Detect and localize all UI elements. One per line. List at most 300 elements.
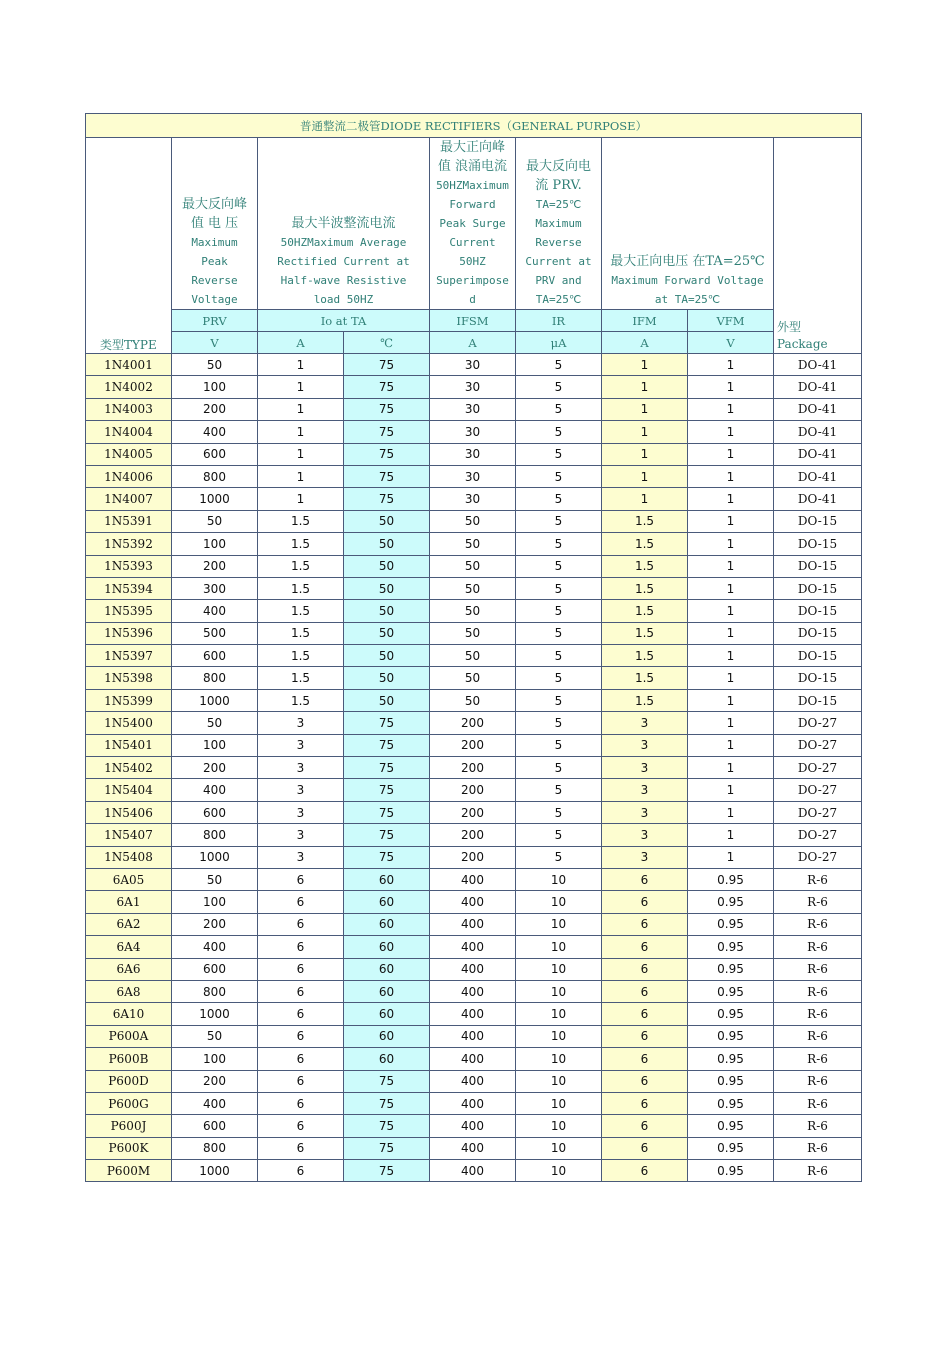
cell-ifm: 1.5 (602, 510, 688, 532)
cell-type: 1N5402 (86, 757, 172, 779)
cell-pkg: R-6 (774, 958, 862, 980)
cell-ta: 75 (344, 465, 430, 487)
cell-vfm: 1 (688, 779, 774, 801)
cell-io: 6 (258, 1003, 344, 1025)
cell-ta: 75 (344, 757, 430, 779)
cell-type: 1N4004 (86, 421, 172, 443)
cell-type: 1N4007 (86, 488, 172, 510)
cell-vfm: 1 (688, 555, 774, 577)
cell-ifm: 1.5 (602, 667, 688, 689)
cell-vfm: 0.95 (688, 913, 774, 935)
cell-type: 1N5401 (86, 734, 172, 756)
cell-ta: 75 (344, 1137, 430, 1159)
cell-type: 1N4005 (86, 443, 172, 465)
cell-ifsm: 200 (430, 824, 516, 846)
cell-io: 1.5 (258, 533, 344, 555)
cell-ifm: 3 (602, 757, 688, 779)
cell-type: 6A8 (86, 980, 172, 1002)
cell-type: 1N5408 (86, 846, 172, 868)
cell-pkg: R-6 (774, 891, 862, 913)
cell-vfm: 1 (688, 667, 774, 689)
cell-ifm: 1.5 (602, 533, 688, 555)
cell-pkg: R-6 (774, 1137, 862, 1159)
cell-vfm: 1 (688, 824, 774, 846)
table-row (86, 622, 862, 644)
cell-ir: 5 (516, 555, 602, 577)
cell-ifm: 1 (602, 488, 688, 510)
cell-prv: 100 (172, 1048, 258, 1070)
cell-ifsm: 30 (430, 376, 516, 398)
cell-prv: 1000 (172, 846, 258, 868)
cell-pkg: DO-41 (774, 421, 862, 443)
cell-pkg: R-6 (774, 1115, 862, 1137)
cell-prv: 200 (172, 555, 258, 577)
table-row (86, 936, 862, 958)
cell-ir: 5 (516, 533, 602, 555)
vfm-symbol: VFM (688, 310, 774, 332)
cell-vfm: 0.95 (688, 1025, 774, 1047)
cell-ta: 75 (344, 398, 430, 420)
cell-pkg: DO-41 (774, 465, 862, 487)
cell-type: 1N4001 (86, 354, 172, 376)
cell-ifm: 1.5 (602, 555, 688, 577)
cell-io: 6 (258, 1092, 344, 1114)
cell-ifm: 1 (602, 376, 688, 398)
cell-ta: 50 (344, 510, 430, 532)
cell-prv: 300 (172, 577, 258, 599)
cell-vfm: 1 (688, 622, 774, 644)
table-row (86, 1025, 862, 1047)
cell-ifsm: 50 (430, 510, 516, 532)
cell-vfm: 1 (688, 734, 774, 756)
cell-io: 1.5 (258, 689, 344, 711)
cell-ifsm: 200 (430, 846, 516, 868)
cell-prv: 200 (172, 398, 258, 420)
cell-ir: 5 (516, 645, 602, 667)
table-row (86, 846, 862, 868)
cell-pkg: DO-41 (774, 398, 862, 420)
package-column-header: 外型 Package (774, 138, 862, 354)
cell-ifsm: 400 (430, 1137, 516, 1159)
cell-ir: 10 (516, 1048, 602, 1070)
cell-ifsm: 30 (430, 465, 516, 487)
cell-prv: 100 (172, 891, 258, 913)
cell-ta: 50 (344, 667, 430, 689)
cell-io: 1 (258, 443, 344, 465)
cell-vfm: 0.95 (688, 1092, 774, 1114)
table-row (86, 980, 862, 1002)
cell-ta: 60 (344, 1003, 430, 1025)
cell-ifm: 1.5 (602, 689, 688, 711)
cell-io: 1.5 (258, 510, 344, 532)
cell-type: P600D (86, 1070, 172, 1092)
cell-io: 1.5 (258, 645, 344, 667)
cell-pkg: DO-15 (774, 600, 862, 622)
cell-ifsm: 50 (430, 577, 516, 599)
cell-ifm: 1 (602, 421, 688, 443)
cell-ifm: 1 (602, 354, 688, 376)
cell-pkg: R-6 (774, 1025, 862, 1047)
cell-prv: 400 (172, 779, 258, 801)
cell-prv: 50 (172, 354, 258, 376)
cell-io: 3 (258, 801, 344, 823)
cell-type: 6A05 (86, 868, 172, 890)
cell-ir: 5 (516, 398, 602, 420)
cell-ifm: 6 (602, 1137, 688, 1159)
cell-ir: 5 (516, 779, 602, 801)
cell-vfm: 1 (688, 846, 774, 868)
table-row (86, 443, 862, 465)
cell-ir: 5 (516, 824, 602, 846)
table-title: 普通整流二极管DIODE RECTIFIERS（GENERAL PURPOSE） (86, 114, 862, 138)
cell-prv: 800 (172, 1137, 258, 1159)
cell-type: 1N5396 (86, 622, 172, 644)
cell-ir: 10 (516, 891, 602, 913)
cell-io: 1 (258, 376, 344, 398)
table-row (86, 757, 862, 779)
cell-io: 1 (258, 465, 344, 487)
cell-vfm: 1 (688, 600, 774, 622)
cell-vfm: 1 (688, 421, 774, 443)
cell-vfm: 0.95 (688, 1048, 774, 1070)
cell-type: 6A10 (86, 1003, 172, 1025)
cell-pkg: DO-27 (774, 712, 862, 734)
cell-ta: 50 (344, 555, 430, 577)
cell-ta: 75 (344, 734, 430, 756)
cell-prv: 50 (172, 868, 258, 890)
cell-type: 1N5400 (86, 712, 172, 734)
cell-type: 1N5406 (86, 801, 172, 823)
cell-ta: 50 (344, 600, 430, 622)
cell-type: 1N5397 (86, 645, 172, 667)
cell-vfm: 1 (688, 712, 774, 734)
cell-vfm: 1 (688, 376, 774, 398)
table-row (86, 868, 862, 890)
cell-vfm: 1 (688, 645, 774, 667)
cell-type: P600G (86, 1092, 172, 1114)
cell-ifm: 3 (602, 779, 688, 801)
cell-pkg: DO-41 (774, 354, 862, 376)
cell-io: 6 (258, 868, 344, 890)
cell-ir: 5 (516, 801, 602, 823)
table-row (86, 465, 862, 487)
cell-vfm: 1 (688, 533, 774, 555)
cell-vfm: 0.95 (688, 1003, 774, 1025)
cell-ifm: 6 (602, 1025, 688, 1047)
table-row (86, 1137, 862, 1159)
prv-symbol: PRV (172, 310, 258, 332)
cell-prv: 800 (172, 980, 258, 1002)
table-row (86, 577, 862, 599)
cell-ifsm: 400 (430, 1115, 516, 1137)
cell-io: 6 (258, 958, 344, 980)
cell-prv: 400 (172, 421, 258, 443)
cell-ifsm: 50 (430, 555, 516, 577)
cell-ir: 10 (516, 980, 602, 1002)
cell-io: 3 (258, 712, 344, 734)
cell-ifm: 6 (602, 913, 688, 935)
cell-type: 6A2 (86, 913, 172, 935)
cell-type: 1N4003 (86, 398, 172, 420)
cell-pkg: R-6 (774, 868, 862, 890)
cell-ta: 75 (344, 376, 430, 398)
cell-pkg: R-6 (774, 1070, 862, 1092)
cell-ifm: 6 (602, 868, 688, 890)
cell-ifm: 3 (602, 824, 688, 846)
table-row (86, 1160, 862, 1182)
cell-ir: 5 (516, 421, 602, 443)
type-column-header: 类型TYPE (86, 138, 172, 354)
table-row (86, 891, 862, 913)
cell-ta: 75 (344, 846, 430, 868)
io-header: 最大半波整流电流 50HZMaximum Average Rectified Current at Half-wave Resistive load 50HZ (258, 138, 430, 310)
cell-vfm: 0.95 (688, 1115, 774, 1137)
cell-ta: 50 (344, 645, 430, 667)
cell-type: 1N4006 (86, 465, 172, 487)
cell-ifsm: 400 (430, 980, 516, 1002)
cell-ta: 60 (344, 891, 430, 913)
table-row (86, 421, 862, 443)
table-row (86, 555, 862, 577)
cell-ta: 75 (344, 1070, 430, 1092)
cell-ifm: 3 (602, 734, 688, 756)
cell-type: P600B (86, 1048, 172, 1070)
cell-ifm: 1.5 (602, 600, 688, 622)
cell-ir: 10 (516, 936, 602, 958)
cell-type: 1N5398 (86, 667, 172, 689)
cell-ta: 75 (344, 801, 430, 823)
table-row (86, 1070, 862, 1092)
cell-io: 3 (258, 757, 344, 779)
cell-vfm: 0.95 (688, 958, 774, 980)
cell-ta: 60 (344, 1048, 430, 1070)
cell-ta: 75 (344, 421, 430, 443)
cell-prv: 50 (172, 510, 258, 532)
cell-type: 1N5407 (86, 824, 172, 846)
cell-ifm: 3 (602, 846, 688, 868)
cell-prv: 1000 (172, 689, 258, 711)
ifm-symbol: IFM (602, 310, 688, 332)
cell-prv: 1000 (172, 488, 258, 510)
cell-ir: 5 (516, 622, 602, 644)
cell-ifsm: 50 (430, 689, 516, 711)
table-row (86, 510, 862, 532)
cell-io: 1.5 (258, 667, 344, 689)
cell-io: 3 (258, 824, 344, 846)
table-row (86, 689, 862, 711)
cell-ir: 10 (516, 1003, 602, 1025)
cell-ifsm: 200 (430, 779, 516, 801)
table-row (86, 958, 862, 980)
cell-type: 1N4002 (86, 376, 172, 398)
cell-ta: 75 (344, 779, 430, 801)
cell-ta: 60 (344, 980, 430, 1002)
cell-prv: 400 (172, 936, 258, 958)
cell-ir: 5 (516, 689, 602, 711)
cell-io: 3 (258, 846, 344, 868)
cell-io: 1 (258, 398, 344, 420)
io-symbol: Io at TA (258, 310, 430, 332)
cell-ir: 10 (516, 1160, 602, 1182)
cell-prv: 100 (172, 533, 258, 555)
cell-vfm: 1 (688, 577, 774, 599)
cell-ifsm: 30 (430, 354, 516, 376)
cell-type: P600M (86, 1160, 172, 1182)
cell-ta: 60 (344, 868, 430, 890)
ifm-unit: A (602, 332, 688, 354)
vfm-unit: V (688, 332, 774, 354)
cell-ifsm: 400 (430, 891, 516, 913)
cell-ifm: 6 (602, 1092, 688, 1114)
cell-ta: 50 (344, 533, 430, 555)
cell-ifsm: 50 (430, 645, 516, 667)
cell-vfm: 1 (688, 465, 774, 487)
cell-ta: 75 (344, 1092, 430, 1114)
cell-prv: 800 (172, 465, 258, 487)
cell-prv: 800 (172, 824, 258, 846)
cell-pkg: R-6 (774, 936, 862, 958)
cell-ifm: 1 (602, 398, 688, 420)
cell-ir: 5 (516, 577, 602, 599)
cell-vfm: 0.95 (688, 1160, 774, 1182)
cell-ifm: 6 (602, 1160, 688, 1182)
cell-io: 1.5 (258, 555, 344, 577)
cell-prv: 600 (172, 645, 258, 667)
cell-pkg: DO-15 (774, 555, 862, 577)
cell-ir: 5 (516, 667, 602, 689)
cell-ta: 60 (344, 913, 430, 935)
cell-vfm: 1 (688, 757, 774, 779)
cell-ta: 75 (344, 488, 430, 510)
table-row (86, 667, 862, 689)
vf-header: 最大正向电压 在TA=25℃ Maximum Forward Voltage at TA=25℃ (602, 138, 774, 310)
table-row (86, 1048, 862, 1070)
cell-ifm: 6 (602, 1003, 688, 1025)
cell-ifm: 1.5 (602, 577, 688, 599)
cell-ifm: 6 (602, 891, 688, 913)
cell-ir: 10 (516, 1092, 602, 1114)
cell-pkg: R-6 (774, 1160, 862, 1182)
cell-pkg: DO-27 (774, 757, 862, 779)
cell-pkg: DO-15 (774, 577, 862, 599)
cell-ta: 50 (344, 577, 430, 599)
cell-io: 1 (258, 488, 344, 510)
cell-ifsm: 400 (430, 1003, 516, 1025)
table-row (86, 354, 862, 376)
ifsm-symbol: IFSM (430, 310, 516, 332)
table-row (86, 801, 862, 823)
cell-type: 6A1 (86, 891, 172, 913)
cell-type: 6A4 (86, 936, 172, 958)
table-row (86, 533, 862, 555)
cell-ifsm: 30 (430, 398, 516, 420)
cell-prv: 200 (172, 913, 258, 935)
table-row (86, 734, 862, 756)
cell-pkg: DO-15 (774, 689, 862, 711)
table-row (86, 913, 862, 935)
cell-pkg: DO-41 (774, 443, 862, 465)
cell-ta: 50 (344, 689, 430, 711)
cell-pkg: DO-41 (774, 376, 862, 398)
cell-ifm: 6 (602, 1048, 688, 1070)
cell-ir: 5 (516, 712, 602, 734)
cell-pkg: DO-27 (774, 734, 862, 756)
cell-type: 6A6 (86, 958, 172, 980)
cell-ifm: 1 (602, 443, 688, 465)
cell-ifsm: 400 (430, 1160, 516, 1182)
cell-ifsm: 200 (430, 734, 516, 756)
diode-rectifier-table (85, 113, 862, 1182)
cell-type: 1N5393 (86, 555, 172, 577)
cell-pkg: DO-27 (774, 824, 862, 846)
cell-ir: 10 (516, 1070, 602, 1092)
table-row (86, 488, 862, 510)
cell-io: 6 (258, 1070, 344, 1092)
cell-ir: 5 (516, 376, 602, 398)
cell-prv: 500 (172, 622, 258, 644)
cell-ir: 5 (516, 510, 602, 532)
cell-ifsm: 50 (430, 600, 516, 622)
cell-ir: 5 (516, 757, 602, 779)
cell-io: 3 (258, 734, 344, 756)
cell-prv: 1000 (172, 1003, 258, 1025)
cell-ir: 10 (516, 1137, 602, 1159)
cell-vfm: 1 (688, 443, 774, 465)
table-row (86, 398, 862, 420)
cell-prv: 50 (172, 712, 258, 734)
cell-io: 3 (258, 779, 344, 801)
cell-vfm: 1 (688, 488, 774, 510)
cell-ifm: 6 (602, 980, 688, 1002)
cell-pkg: DO-27 (774, 779, 862, 801)
cell-pkg: DO-15 (774, 533, 862, 555)
cell-ifm: 3 (602, 801, 688, 823)
prv-unit: V (172, 332, 258, 354)
cell-vfm: 1 (688, 398, 774, 420)
cell-ifsm: 200 (430, 757, 516, 779)
cell-ir: 10 (516, 913, 602, 935)
cell-io: 1.5 (258, 600, 344, 622)
cell-ir: 10 (516, 868, 602, 890)
cell-ir: 5 (516, 443, 602, 465)
cell-ir: 5 (516, 354, 602, 376)
cell-pkg: DO-15 (774, 667, 862, 689)
cell-vfm: 1 (688, 354, 774, 376)
ir-header: 最大反向电 流 PRV. TA=25℃ Maximum Reverse Current at PRV and TA=25℃ (516, 138, 602, 310)
cell-io: 6 (258, 891, 344, 913)
cell-type: 1N5392 (86, 533, 172, 555)
cell-type: 1N5404 (86, 779, 172, 801)
cell-ta: 60 (344, 936, 430, 958)
cell-type: 1N5399 (86, 689, 172, 711)
cell-vfm: 0.95 (688, 1070, 774, 1092)
cell-ifm: 3 (602, 712, 688, 734)
table-row (86, 645, 862, 667)
cell-ir: 5 (516, 465, 602, 487)
cell-pkg: DO-15 (774, 622, 862, 644)
cell-prv: 100 (172, 734, 258, 756)
cell-prv: 200 (172, 1070, 258, 1092)
table-row (86, 376, 862, 398)
ir-symbol: IR (516, 310, 602, 332)
cell-io: 6 (258, 913, 344, 935)
cell-type: 1N5394 (86, 577, 172, 599)
cell-prv: 400 (172, 1092, 258, 1114)
cell-prv: 100 (172, 376, 258, 398)
cell-ir: 5 (516, 846, 602, 868)
cell-prv: 600 (172, 801, 258, 823)
cell-ir: 5 (516, 600, 602, 622)
